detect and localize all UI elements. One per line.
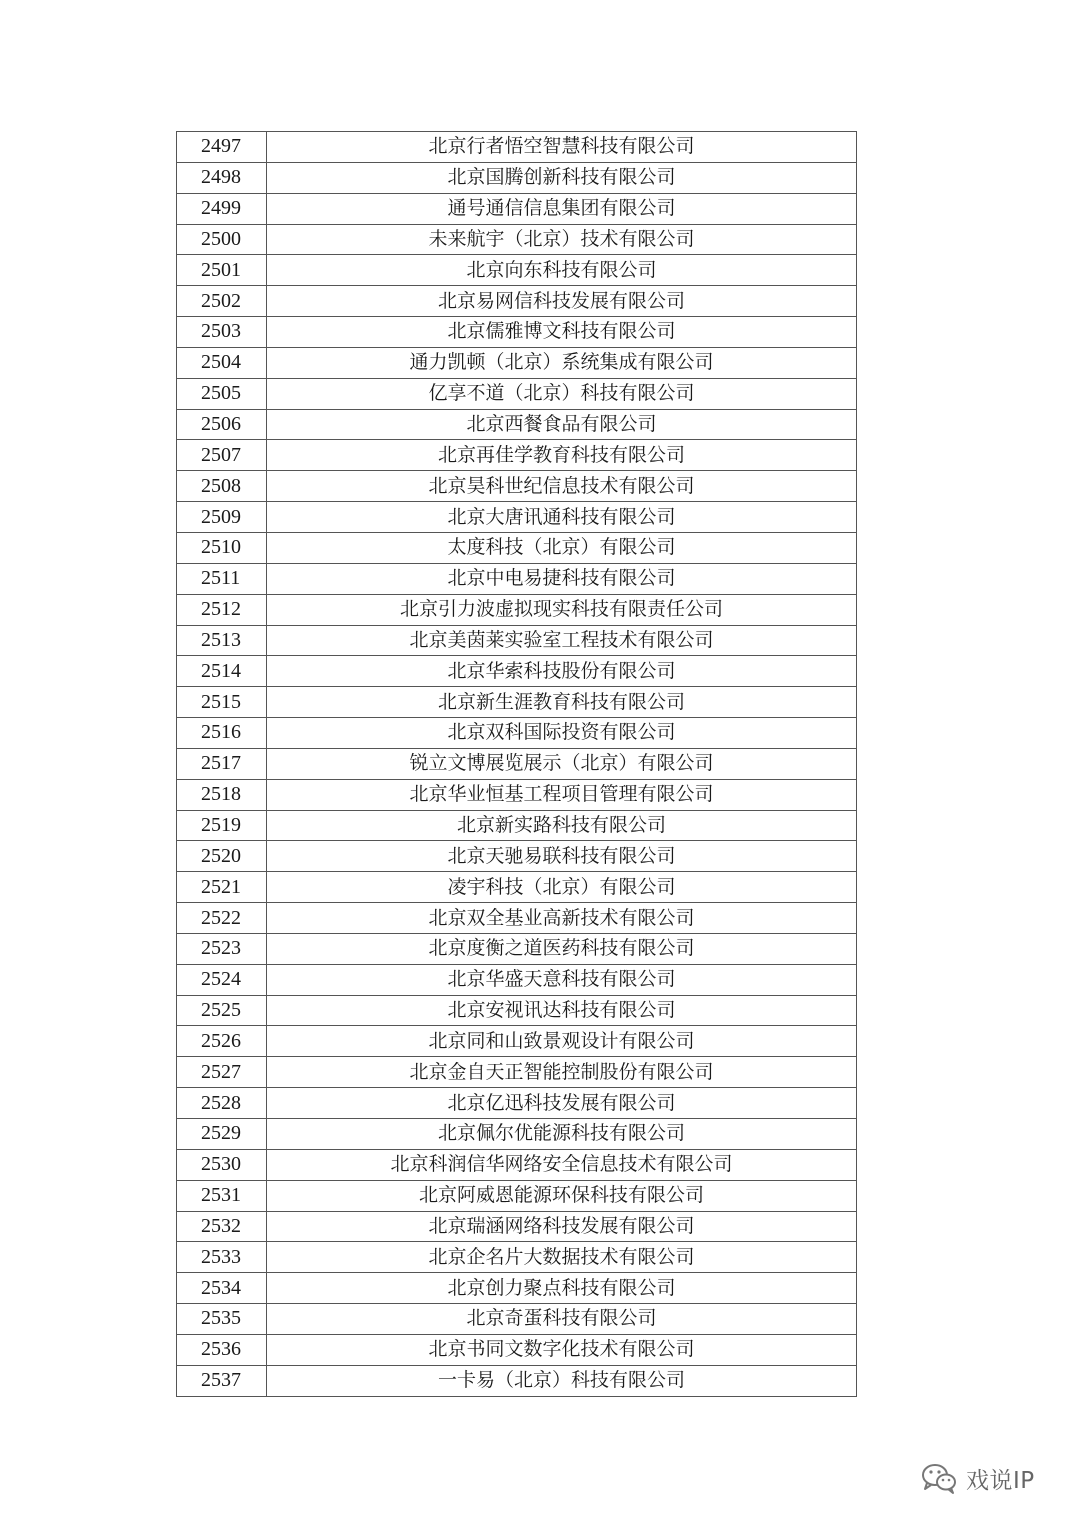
- row-number: 2517: [177, 748, 267, 779]
- row-number: 2537: [177, 1365, 267, 1396]
- row-number: 2525: [177, 995, 267, 1026]
- company-name: 北京创力聚点科技有限公司: [267, 1273, 857, 1304]
- table-row: [177, 286, 857, 317]
- company-name: 凌宇科技（北京）有限公司: [267, 872, 857, 903]
- table-row: [177, 810, 857, 841]
- row-number: 2532: [177, 1211, 267, 1242]
- row-number: 2500: [177, 224, 267, 255]
- company-name: 北京天驰易联科技有限公司: [267, 841, 857, 872]
- row-number: 2513: [177, 625, 267, 656]
- table-row: [177, 193, 857, 224]
- watermark: [920, 1458, 1035, 1498]
- row-number: 2508: [177, 471, 267, 502]
- row-number: 2527: [177, 1057, 267, 1088]
- row-number: 2526: [177, 1026, 267, 1057]
- row-number: 2516: [177, 718, 267, 749]
- company-name: 北京华业恒基工程项目管理有限公司: [267, 779, 857, 810]
- row-number: 2514: [177, 656, 267, 687]
- company-name: 北京科润信华网络安全信息技术有限公司: [267, 1149, 857, 1180]
- row-number: 2529: [177, 1119, 267, 1150]
- table-row: [177, 903, 857, 934]
- company-name: 北京瑞涵网络科技发展有限公司: [267, 1211, 857, 1242]
- company-name: 太度科技（北京）有限公司: [267, 532, 857, 563]
- company-name: 北京西餐食品有限公司: [267, 409, 857, 440]
- row-number: 2528: [177, 1088, 267, 1119]
- table-body: [177, 132, 857, 1397]
- row-number: 2522: [177, 903, 267, 934]
- row-number: 2502: [177, 286, 267, 317]
- company-name: 北京安视讯达科技有限公司: [267, 995, 857, 1026]
- company-name: 北京引力波虚拟现实科技有限责任公司: [267, 594, 857, 625]
- row-number: 2505: [177, 378, 267, 409]
- company-name: 北京大唐讯通科技有限公司: [267, 502, 857, 533]
- table-row: [177, 1334, 857, 1365]
- table-row: [177, 687, 857, 718]
- row-number: 2515: [177, 687, 267, 718]
- row-number: 2506: [177, 409, 267, 440]
- table-row: [177, 1273, 857, 1304]
- company-name: 通号通信信息集团有限公司: [267, 193, 857, 224]
- company-name: 北京双全基业高新技术有限公司: [267, 903, 857, 934]
- table-row: [177, 1119, 857, 1150]
- table-row: [177, 1026, 857, 1057]
- company-name: 北京企名片大数据技术有限公司: [267, 1242, 857, 1273]
- row-number: 2520: [177, 841, 267, 872]
- company-name: 北京新生涯教育科技有限公司: [267, 687, 857, 718]
- company-name: 锐立文博展览展示（北京）有限公司: [267, 748, 857, 779]
- row-number: 2504: [177, 347, 267, 378]
- table-row: [177, 162, 857, 193]
- company-list-table: [176, 131, 857, 1397]
- table-row: [177, 748, 857, 779]
- company-name: 北京亿迅科技发展有限公司: [267, 1088, 857, 1119]
- row-number: 2499: [177, 193, 267, 224]
- company-name: 北京奇蛋科技有限公司: [267, 1304, 857, 1335]
- row-number: 2498: [177, 162, 267, 193]
- table-row: [177, 656, 857, 687]
- company-name: 北京儒雅博文科技有限公司: [267, 317, 857, 348]
- company-name: 北京双科国际投资有限公司: [267, 718, 857, 749]
- row-number: 2530: [177, 1149, 267, 1180]
- table-row: [177, 132, 857, 163]
- table-row: [177, 317, 857, 348]
- row-number: 2501: [177, 255, 267, 286]
- table-row: [177, 625, 857, 656]
- company-name: 北京度衡之道医药科技有限公司: [267, 933, 857, 964]
- company-name: 北京美茵莱实验室工程技术有限公司: [267, 625, 857, 656]
- row-number: 2523: [177, 933, 267, 964]
- row-number: 2534: [177, 1273, 267, 1304]
- row-number: 2511: [177, 563, 267, 594]
- row-number: 2521: [177, 872, 267, 903]
- company-name: 北京金自天正智能控制股份有限公司: [267, 1057, 857, 1088]
- table-row: [177, 255, 857, 286]
- row-number: 2535: [177, 1304, 267, 1335]
- company-name: 北京华索科技股份有限公司: [267, 656, 857, 687]
- table-row: [177, 1149, 857, 1180]
- row-number: 2497: [177, 132, 267, 163]
- table-row: [177, 440, 857, 471]
- table-row: [177, 532, 857, 563]
- table-row: [177, 779, 857, 810]
- table-row: [177, 995, 857, 1026]
- watermark-text: 戏说IP: [966, 1467, 1035, 1494]
- table-row: [177, 1304, 857, 1335]
- company-name: 通力凯顿（北京）系统集成有限公司: [267, 347, 857, 378]
- table-row: [177, 1057, 857, 1088]
- company-name: 北京阿威恩能源环保科技有限公司: [267, 1180, 857, 1211]
- company-name: 北京昊科世纪信息技术有限公司: [267, 471, 857, 502]
- company-name: 北京国腾创新科技有限公司: [267, 162, 857, 193]
- row-number: 2512: [177, 594, 267, 625]
- row-number: 2507: [177, 440, 267, 471]
- row-number: 2533: [177, 1242, 267, 1273]
- company-name: 北京佩尔优能源科技有限公司: [267, 1119, 857, 1150]
- table-row: [177, 502, 857, 533]
- row-number: 2531: [177, 1180, 267, 1211]
- row-number: 2503: [177, 317, 267, 348]
- table-row: [177, 347, 857, 378]
- row-number: 2524: [177, 964, 267, 995]
- table-row: [177, 1088, 857, 1119]
- row-number: 2536: [177, 1334, 267, 1365]
- company-name: 北京行者悟空智慧科技有限公司: [267, 132, 857, 163]
- table-row: [177, 378, 857, 409]
- table-row: [177, 594, 857, 625]
- company-name: 北京向东科技有限公司: [267, 255, 857, 286]
- table-row: [177, 718, 857, 749]
- table-row: [177, 1211, 857, 1242]
- table-row: [177, 1180, 857, 1211]
- table-row: [177, 1242, 857, 1273]
- company-name: 北京同和山致景观设计有限公司: [267, 1026, 857, 1057]
- table-row: [177, 933, 857, 964]
- table-row: [177, 563, 857, 594]
- table-row: [177, 409, 857, 440]
- table-row: [177, 872, 857, 903]
- wechat-icon: [920, 1461, 958, 1495]
- row-number: 2518: [177, 779, 267, 810]
- company-name: 北京新实路科技有限公司: [267, 810, 857, 841]
- table-row: [177, 1365, 857, 1396]
- company-name: 北京华盛天意科技有限公司: [267, 964, 857, 995]
- table-row: [177, 841, 857, 872]
- table-row: [177, 471, 857, 502]
- company-name: 北京书同文数字化技术有限公司: [267, 1334, 857, 1365]
- company-name: 一卡易（北京）科技有限公司: [267, 1365, 857, 1396]
- table-row: [177, 224, 857, 255]
- company-name: 北京再佳学教育科技有限公司: [267, 440, 857, 471]
- row-number: 2509: [177, 502, 267, 533]
- company-name: 北京易网信科技发展有限公司: [267, 286, 857, 317]
- company-name: 北京中电易捷科技有限公司: [267, 563, 857, 594]
- row-number: 2519: [177, 810, 267, 841]
- table-row: [177, 964, 857, 995]
- company-name: 亿享不道（北京）科技有限公司: [267, 378, 857, 409]
- row-number: 2510: [177, 532, 267, 563]
- company-name: 未来航宇（北京）技术有限公司: [267, 224, 857, 255]
